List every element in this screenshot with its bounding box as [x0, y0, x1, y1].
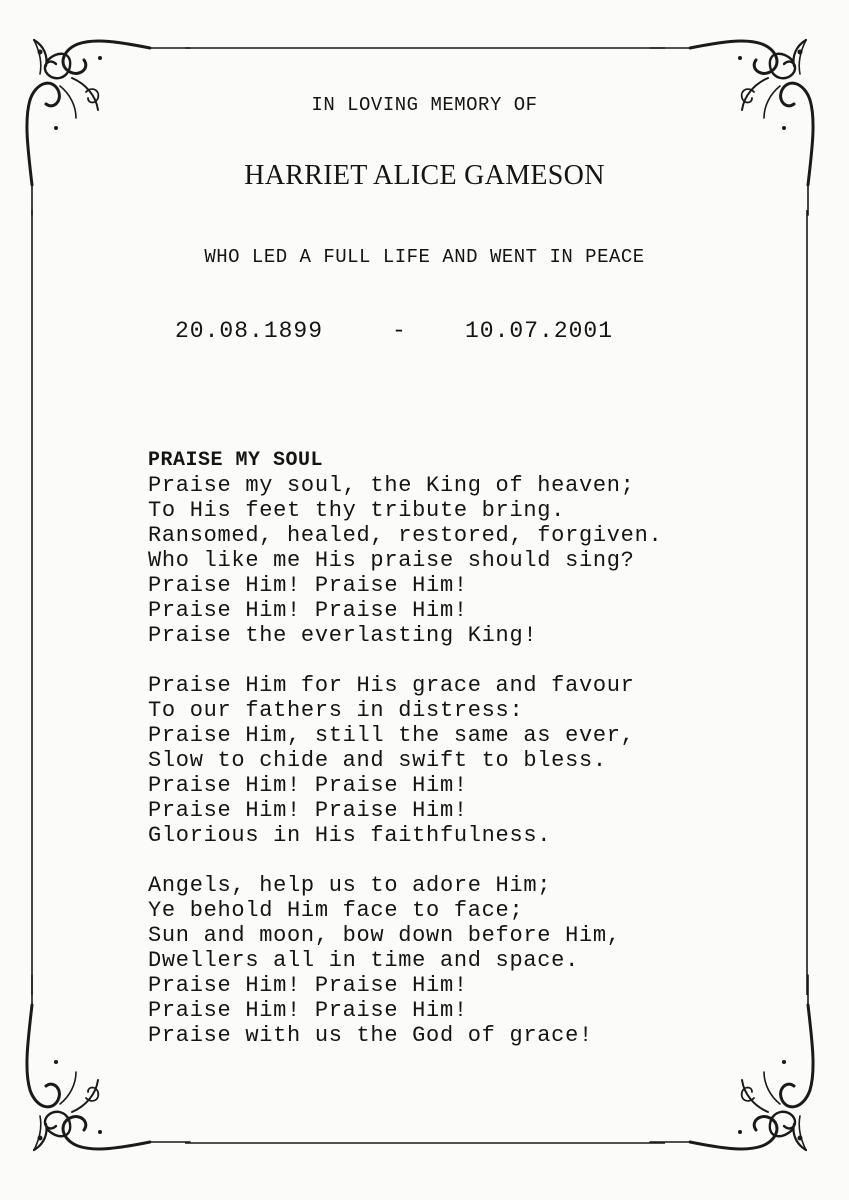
- verse-line: To our fathers in distress:: [148, 698, 524, 723]
- verse-line: Praise Him for His grace and favour: [148, 673, 635, 698]
- verse-line: Praise Him! Praise Him!: [148, 573, 468, 598]
- verse-line: Praise Him! Praise Him!: [148, 773, 468, 798]
- verse-line: Glorious in His faithfulness.: [148, 823, 552, 848]
- verse-line: Praise Him! Praise Him!: [148, 973, 468, 998]
- verse-line: Praise with us the God of grace!: [148, 1023, 593, 1048]
- birth-date: 20.08.1899: [175, 318, 324, 344]
- death-date: 10.07.2001: [465, 318, 614, 344]
- hymn-verse-1: [148, 473, 662, 648]
- verse-line: Praise my soul, the King of heaven;: [148, 473, 635, 498]
- verse-line: Praise Him! Praise Him!: [148, 998, 468, 1023]
- hymn-verse-3: [148, 873, 662, 1048]
- verse-line: Praise Him, still the same as ever,: [148, 723, 635, 748]
- verse-line: Ye behold Him face to face;: [148, 898, 524, 923]
- verse-line: Angels, help us to adore Him;: [148, 873, 552, 898]
- verse-line: Slow to chide and swift to bless.: [148, 748, 607, 773]
- verse-line: Praise Him! Praise Him!: [148, 798, 468, 823]
- verse-line: Dwellers all in time and space.: [148, 948, 579, 973]
- corner-ornament-bottom-right: [650, 975, 813, 1150]
- date-separator: -: [392, 318, 407, 344]
- verse-line: To His feet thy tribute bring.: [148, 498, 566, 523]
- epitaph-line: WHO LED A FULL LIFE AND WENT IN PEACE: [204, 246, 645, 268]
- verse-line: Ransomed, healed, restored, forgiven.: [148, 523, 663, 548]
- verse-line: Who like me His praise should sing?: [148, 548, 635, 573]
- verse-line: Praise Him! Praise Him!: [148, 598, 468, 623]
- verse-line: Sun and moon, bow down before Him,: [148, 923, 621, 948]
- hymn-verse-2: [148, 673, 662, 848]
- memorial-heading: IN LOVING MEMORY OF: [311, 94, 538, 116]
- deceased-name: HARRIET ALICE GAMESON: [244, 160, 605, 191]
- hymn-title: PRAISE MY SOUL: [148, 449, 324, 472]
- hymn-block: [148, 448, 662, 1073]
- verse-line: Praise the everlasting King!: [148, 623, 538, 648]
